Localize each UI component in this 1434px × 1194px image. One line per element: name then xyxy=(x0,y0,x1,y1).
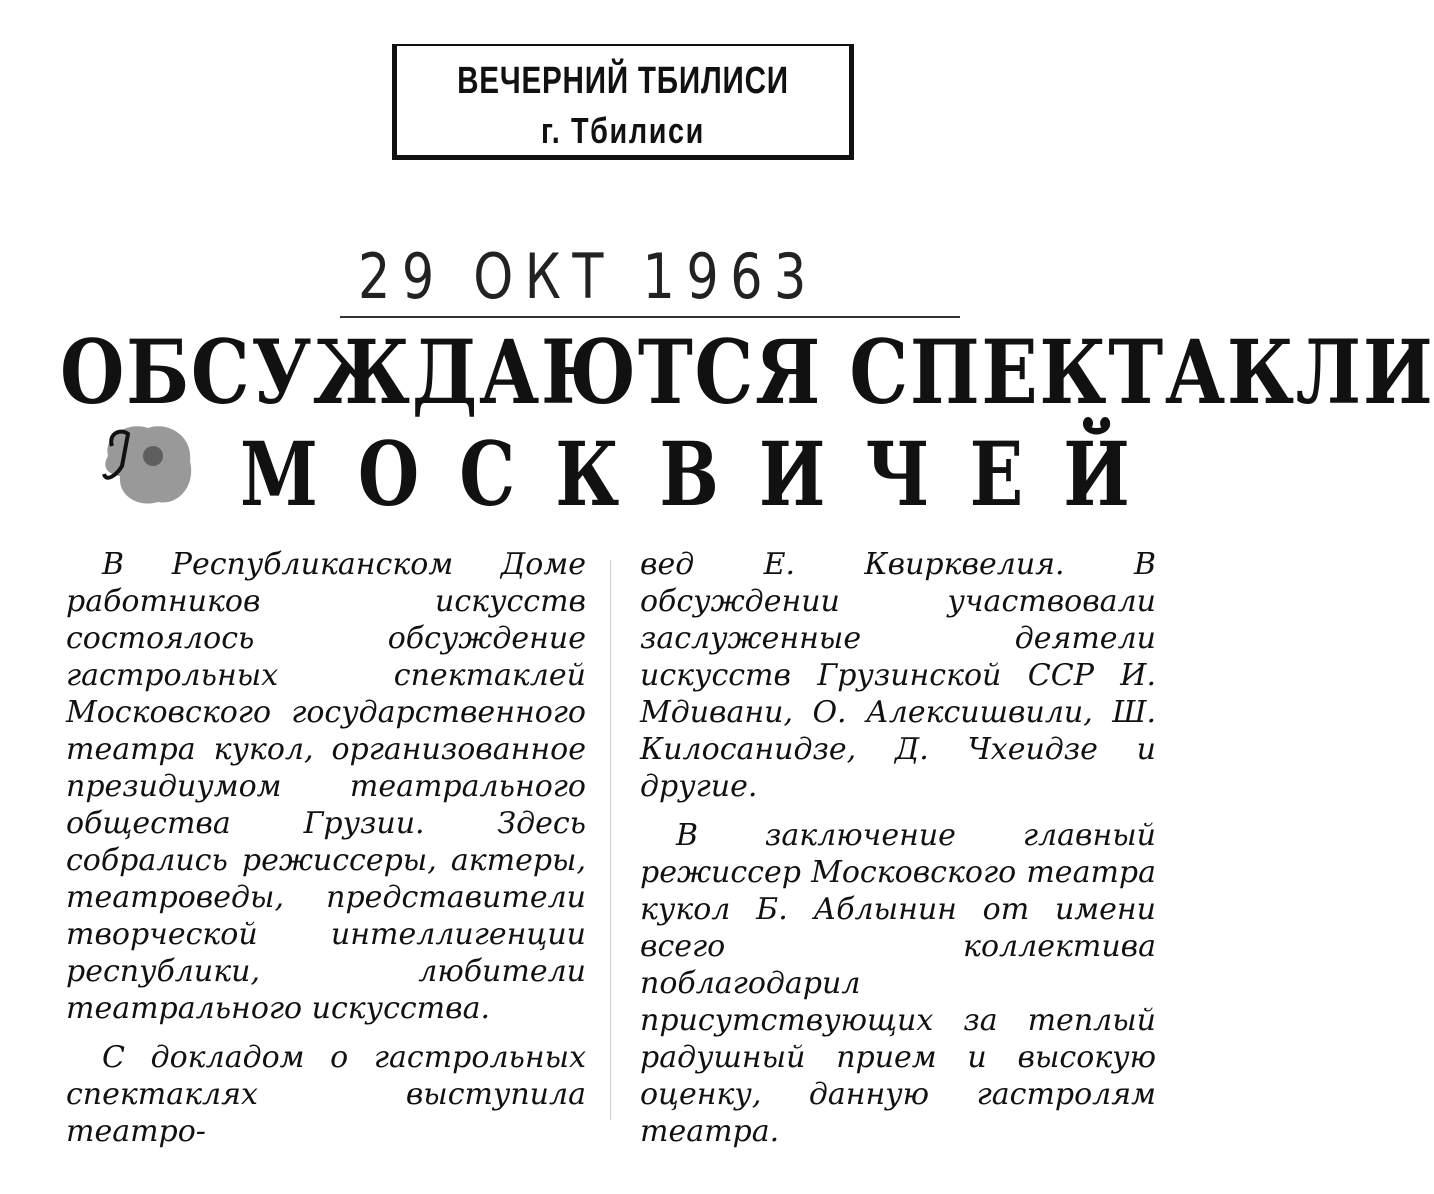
article-column-left xyxy=(66,546,586,1162)
date-underline xyxy=(340,316,960,318)
date-stamp: 29 ОКТ 1963 xyxy=(358,240,818,313)
ink-smudge xyxy=(98,416,202,510)
article-paragraph: В Республиканском Доме работников искусств состоялось обсуждение гастрольных спектаклей Московского государственного театра кукол, организованное президиумом театрального общества Грузии. Здесь собрались режиссеры, актеры, театроведы, представители творческой интеллигенции республики, любители театрального искусства. xyxy=(66,547,586,1026)
headline-line2: МОСКВИЧЕЙ xyxy=(240,422,1170,526)
column-divider xyxy=(610,560,611,1120)
article-paragraph: С докладом о гастрольных спектаклях выступила театро- xyxy=(66,1040,586,1149)
masthead-stamp xyxy=(392,44,854,160)
article-paragraph: В заключение главный режиссер Московского театра кукол Б. Аблынин от имени всего коллектива поблагодарил присутствующих за теплый радушный прием и высокую оценку, данную гастролям театра. xyxy=(640,818,1156,1149)
headline-line1: ОБСУЖДАЮТСЯ СПЕКТАКЛИ xyxy=(60,320,1434,424)
article-column-right xyxy=(640,546,1156,1162)
masthead-title: ВЕЧЕРНИЙ ТБИЛИСИ xyxy=(457,60,789,102)
article-paragraph: вед Е. Квирквелия. В обсуждении участвовали заслуженные деятели искусств Грузинской ССР И. Мдивани, О. Алексишвили, Ш. Килосанидзе, Д. Чхеидзе и другие. xyxy=(640,547,1156,804)
masthead-city: г. Тбилиси xyxy=(541,110,705,151)
